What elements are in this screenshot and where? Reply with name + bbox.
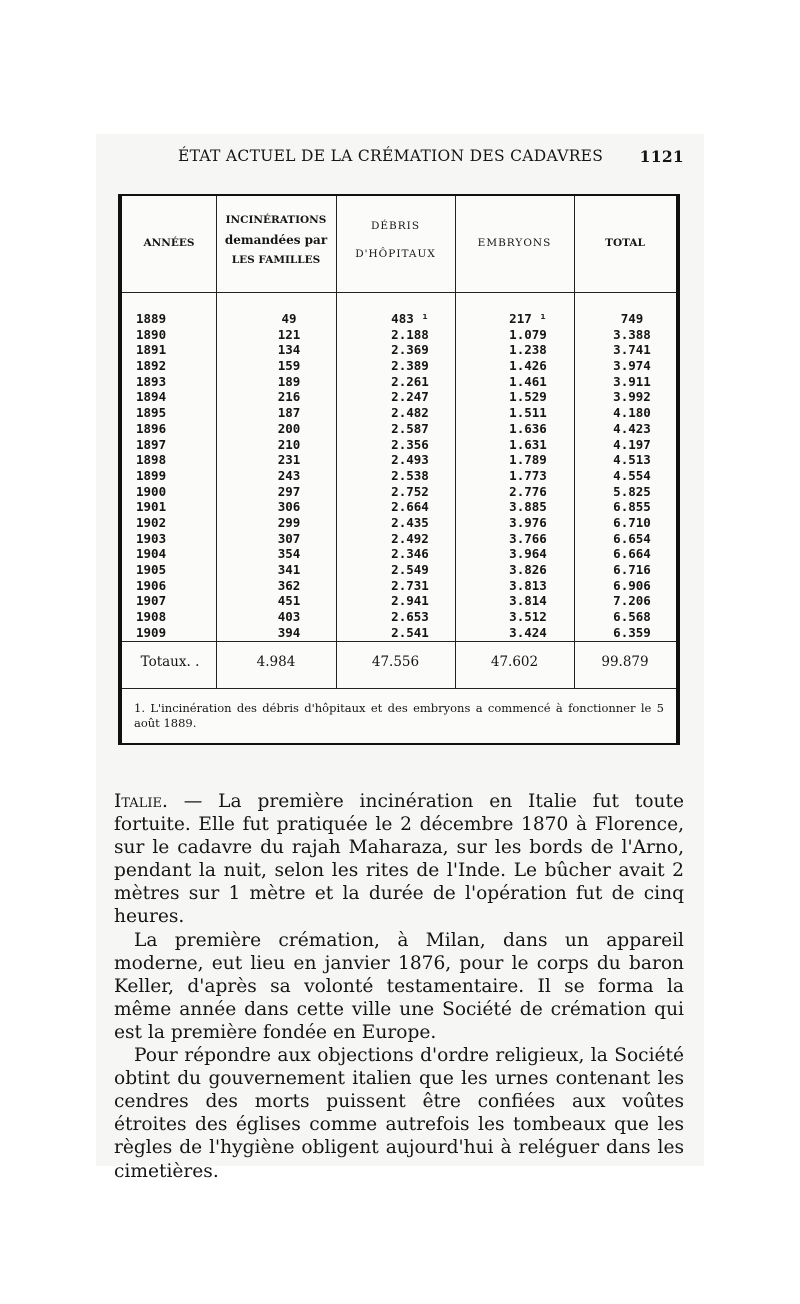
table-cell-familles: 243: [277, 467, 301, 483]
table-cell-debris: 2.752: [391, 483, 429, 499]
table-cell-embryons: 3.813: [509, 577, 547, 593]
page-number: 1121: [639, 147, 684, 166]
header-embryons: EMBRYONS: [477, 237, 552, 249]
table-cell-debris: 2.493: [391, 452, 429, 468]
table-cell-total: 3.911: [613, 373, 651, 389]
column-years: [136, 311, 196, 640]
table-cell-year: 1897: [136, 436, 167, 452]
table-cell-embryons: 1.636: [509, 420, 547, 436]
table-cell-year: 1889: [136, 311, 167, 326]
header-familles-line3: LES FAMILLES: [231, 254, 321, 266]
table-cell-total: 4.554: [613, 467, 651, 483]
table-cell-total: 3.388: [613, 326, 651, 342]
body-text: [114, 790, 684, 1183]
table-cell-debris: 2.653: [391, 609, 429, 625]
table-cell-year: 1907: [136, 593, 167, 609]
running-title: ÉTAT ACTUEL DE LA CRÉMATION DES CADAVRES: [178, 147, 604, 165]
table-cell-embryons: 1.529: [509, 389, 547, 405]
header-annees: ANNÉES: [143, 237, 195, 249]
paragraph-italie-text: — La première incinération en Italie fut toute fortuite. Elle fut pratiquée le 2 décembre 1870 à Florence, sur le cadavre du rajah Maharaza, sur les bords de l'Arno, pendant la nuit, selon les rites de l'Inde. Le bûcher avait 2 mètres sur 1 mètre et la durée de l'opération fut de cinq heures.: [114, 791, 684, 928]
table-cell-year: 1908: [136, 609, 167, 625]
table-cell-familles: 299: [277, 514, 301, 530]
table-cell-familles: 297: [277, 483, 301, 499]
table-cell-familles: 200: [277, 420, 301, 436]
totals-total: 99.879: [601, 654, 649, 670]
table-cell-total: 6.906: [613, 577, 651, 593]
table-cell-total: 5.825: [613, 483, 651, 499]
paragraph-objections: Pour répondre aux objections d'ordre religieux, la Société obtint du gouvernement italien que les urnes contenant les cendres des morts puissent être confiées aux voûtes étroites des églises comme autrefois les tombeaux que les règles de l'hygiène obligent aujourd'hui à reléguer dans les cimetières.: [114, 1045, 684, 1182]
table-cell-year: 1890: [136, 326, 167, 342]
table-cell-year: 1902: [136, 514, 167, 530]
table-cell-embryons: 1.461: [509, 373, 547, 389]
table-cell-embryons: 3.424: [509, 624, 547, 640]
table-cell-familles: 187: [277, 405, 301, 421]
table-cell-familles: 121: [277, 326, 301, 342]
table-cell-total: 4.180: [613, 405, 651, 421]
table-cell-debris: 2.731: [391, 577, 429, 593]
table-cell-year: 1896: [136, 420, 167, 436]
header-total: TOTAL: [605, 237, 645, 249]
table-cell-debris: 2.369: [391, 342, 429, 358]
running-header: [178, 147, 684, 171]
table-cell-embryons: 3.766: [509, 530, 547, 546]
table-cell-familles: 341: [277, 562, 301, 577]
table-cell-debris: 2.492: [391, 530, 429, 546]
table-cell-embryons: 1.079: [509, 326, 547, 342]
totals-debris: 47.556: [371, 654, 420, 670]
footnote-rule: [122, 688, 676, 689]
table-cell-total: 749: [620, 311, 644, 326]
table-cell-familles: 362: [277, 577, 301, 593]
table-cell-familles: 210: [277, 436, 301, 452]
table-cell-debris: 2.538: [391, 467, 429, 483]
table-cell-familles: 231: [277, 452, 301, 468]
table-cell-debris: 2.541: [391, 624, 429, 640]
section-label-italie: Italie.: [114, 791, 168, 812]
table-cell-total: 3.974: [613, 358, 651, 374]
column-embryons: [488, 311, 568, 640]
table-cell-year: 1895: [136, 405, 167, 421]
header-debris: [336, 216, 455, 264]
table-cell-familles: 451: [277, 593, 301, 609]
totals-label: Totaux. .: [140, 654, 200, 670]
table-cell-year: 1900: [136, 483, 167, 499]
table-cell-embryons: 3.512: [509, 609, 547, 625]
table-cell-familles: 394: [277, 624, 301, 640]
table-cell-year: 1899: [136, 467, 167, 483]
header-familles: [216, 210, 336, 270]
header-rule: [122, 292, 676, 293]
table-footnote: 1. L'incinération des débris d'hôpitaux et des embryons a commencé à fonctionner le 5 août 1889.: [134, 701, 664, 730]
table-cell-embryons: 1.789: [509, 452, 547, 468]
table-cell-embryons: 3.826: [509, 562, 547, 577]
table-cell-total: 6.664: [613, 546, 651, 562]
table-cell-total: 6.654: [613, 530, 651, 546]
table-cell-debris: 2.346: [391, 546, 429, 562]
table-cell-debris: 2.389: [391, 358, 429, 374]
table-cell-familles: 307: [277, 530, 301, 546]
table-cell-embryons: 3.885: [509, 499, 547, 515]
table-cell-year: 1904: [136, 546, 167, 562]
table-cell-familles: 216: [277, 389, 301, 405]
totals-rule: [122, 641, 676, 642]
table-cell-familles: 49: [281, 311, 297, 326]
column-total: [592, 311, 672, 640]
table-cell-embryons: 217 ¹: [509, 311, 547, 326]
table-cell-year: 1891: [136, 342, 167, 358]
table-cell-familles: 159: [277, 358, 301, 374]
table-cell-year: 1905: [136, 562, 167, 577]
column-divider: [455, 196, 456, 688]
table-cell-embryons: 2.776: [509, 483, 547, 499]
table-cell-year: 1894: [136, 389, 167, 405]
table-cell-familles: 403: [277, 609, 301, 625]
table-cell-year: 1901: [136, 499, 167, 515]
paragraph-milan: La première crémation, à Milan, dans un appareil moderne, eut lieu en janvier 1876, pour le corps du baron Keller, d'après sa volonté testamentaire. Il se forma la même année dans cette ville une Société de crémation qui est la première fondée en Europe.: [114, 929, 684, 1043]
column-divider: [336, 196, 337, 688]
table-cell-familles: 306: [277, 499, 301, 515]
table-cell-embryons: 1.426: [509, 358, 547, 374]
table-cell-debris: 2.356: [391, 436, 429, 452]
table-cell-debris: 2.549: [391, 562, 429, 577]
table-cell-embryons: 3.976: [509, 514, 547, 530]
table-cell-debris: 483 ¹: [391, 311, 429, 326]
table-cell-familles: 354: [277, 546, 301, 562]
table-cell-total: 6.568: [613, 609, 651, 625]
table-cell-embryons: 1.631: [509, 436, 547, 452]
table-cell-embryons: 3.964: [509, 546, 547, 562]
column-divider: [574, 196, 575, 688]
column-familles: [254, 311, 324, 640]
totals-embryons: 47.602: [490, 654, 539, 670]
table-cell-total: 3.992: [613, 389, 651, 405]
cremation-statistics-table: [118, 194, 680, 745]
table-cell-debris: 2.941: [391, 593, 429, 609]
table-cell-debris: 2.435: [391, 514, 429, 530]
table-cell-year: 1903: [136, 530, 167, 546]
header-familles-line2: demandées par: [224, 233, 328, 247]
header-debris-line2: D'HÔPITAUX: [355, 248, 436, 260]
header-familles-line1: INCINÉRATIONS: [225, 214, 327, 226]
table-cell-year: 1898: [136, 452, 167, 468]
table-cell-total: 6.710: [613, 514, 651, 530]
table-cell-embryons: 3.814: [509, 593, 547, 609]
table-cell-total: 6.359: [613, 624, 651, 640]
table-cell-debris: 2.587: [391, 420, 429, 436]
table-cell-total: 4.423: [613, 420, 651, 436]
table-cell-total: 4.197: [613, 436, 651, 452]
table-cell-embryons: 1.773: [509, 467, 547, 483]
table-cell-debris: 2.261: [391, 373, 429, 389]
table-cell-familles: 189: [277, 373, 301, 389]
table-cell-familles: 134: [277, 342, 301, 358]
table-cell-year: 1909: [136, 624, 167, 640]
paragraph-italie: [114, 790, 684, 929]
table-cell-debris: 2.188: [391, 326, 429, 342]
table-cell-total: 7.206: [613, 593, 651, 609]
table-cell-year: 1906: [136, 577, 167, 593]
table-cell-year: 1893: [136, 373, 167, 389]
header-debris-line1: DÉBRIS: [370, 220, 421, 232]
table-cell-embryons: 1.511: [509, 405, 547, 421]
table-cell-year: 1892: [136, 358, 167, 374]
table-cell-debris: 2.247: [391, 389, 429, 405]
table-cell-total: 6.855: [613, 499, 651, 515]
table-cell-debris: 2.482: [391, 405, 429, 421]
table-cell-debris: 2.664: [391, 499, 429, 515]
table-cell-total: 6.716: [613, 562, 651, 577]
table-cell-embryons: 1.238: [509, 342, 547, 358]
totals-familles: 4.984: [256, 654, 296, 670]
table-cell-total: 4.513: [613, 452, 651, 468]
table-cell-total: 3.741: [613, 342, 651, 358]
column-debris: [370, 311, 450, 640]
